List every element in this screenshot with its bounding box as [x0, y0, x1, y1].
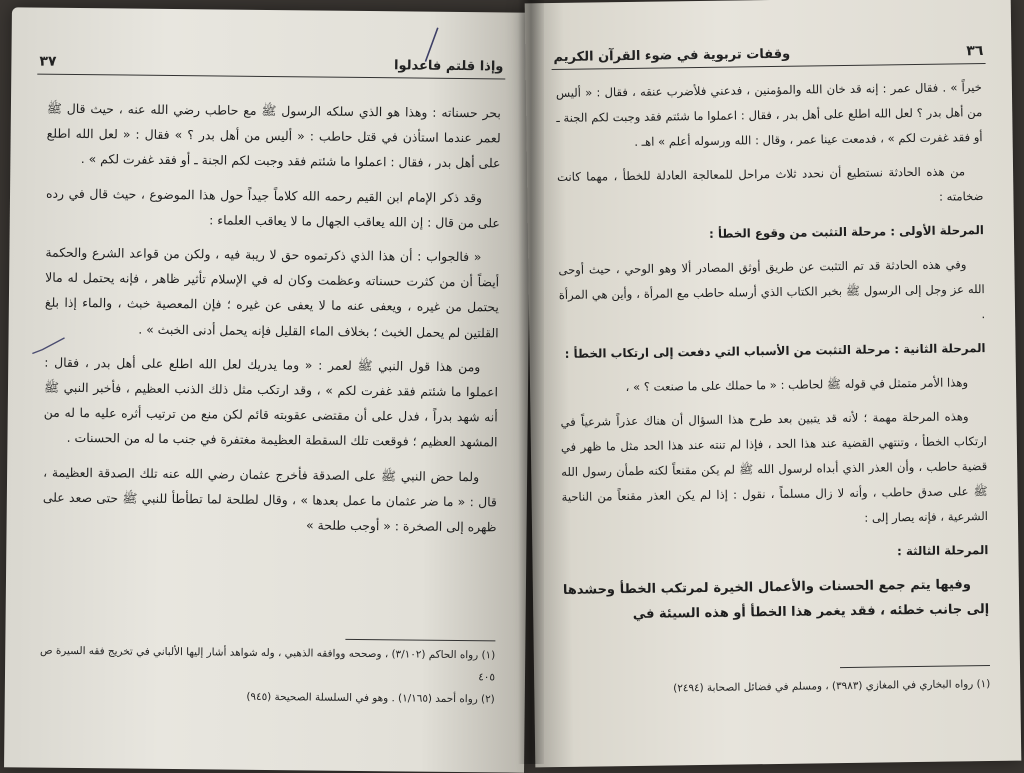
stage-3-text: وفيها يتم جمع الحسنات والأعمال الخيرة لمرتكب الخطأ وحشدها إلى جانب خطئه ، فقد يغمر هذا الخطأ أو هذه السيئة في [562, 577, 990, 622]
left-footnote-rule [345, 639, 495, 642]
pen-check-mark [28, 333, 68, 363]
left-paragraph-1: بحر حسناته : وهذا هو الذي سلكه الرسول ﷺ مع حاطب رضي الله عنه ، حيث قال ﷺ لعمر عندما استأذن في قتل حاطب : « أليس من أهل بدر ؟ » فقال : « لعل الله اطلع على أهل بدر ، فقال : اعملوا ما شئتم فقد وجبت لكم الجنة ـ أو فقد غفرت لكم » . [46, 100, 501, 171]
stage-2-heading: المرحلة الثانية : مرحلة التثبت من الأسباب التي دفعت إلى ارتكاب الخطأ : [564, 341, 986, 361]
left-paragraph-5: ولما حض النبي ﷺ على الصدقة فأخرج عثمان رضي الله عنه تلك الصدقة العظيمة ، قال : « ما ضر عثمان ما عمل بعدها » ، وقال لطلحة لما تطأطأ للنبي ﷺ حتى صعد على ظهره إلى الصخرة : « أوجب طلحة » [42, 464, 497, 535]
left-footnote-1: (١) رواه الحاكم (٣/١٠٢) ، وصححه ووافقه الذهبي ، وله شواهد أشار إليها الألباني في تخريج فقه السيرة ص ٤٠٥ [39, 644, 496, 684]
right-paragraph-1: خيراً » . فقال عمر : إنه قد خان الله والمؤمنين ، فدعني فلأضرب عنقه ، فقال : « أليس من أهل بدر ؟ لعل الله اطلع على أهل بدر ، فقال : اعملوا ما شئتم فقد وجبت لكم الجنة ـ أو فقد غفرت لكم » ، فدمعت عينا عمر ، وقال : الله ورسوله أعلم » اهـ . [555, 80, 983, 149]
left-footnotes [37, 640, 496, 711]
stage-1-heading: المرحلة الأولى : مرحلة التثبت من وقوع الخطأ : [708, 223, 984, 241]
right-footnote-1: (١) رواه البخاري في المغازي (٣٩٨٣) ، ومسلم في فضائل الصحابة (٢٤٩٤) [673, 677, 991, 695]
left-body-text [42, 96, 501, 549]
right-body-text [556, 75, 990, 637]
left-page-number: ٣٧ [39, 53, 57, 70]
left-paragraph-4: ومن هذا قول النبي ﷺ لعمر : « وما يدريك لعل الله اطلع على أهل بدر ، فقال : اعملوا ما شئتم فقد غفرت لكم » ، وقد ارتكب مثل ذلك الذنب العظيم ، فأخبر النبي ﷺ أنه شهد بدراً ، فدل على أن مقتضى عقوبته قائم لكن منع من ترتيب أثره عليه ما له من المشهد العظيم ؛ فوقعت تلك السقطة العظيمة مغتفرة في جنب ما له من الحسنات . [43, 354, 499, 450]
right-paragraph-2: من هذه الحادثة نستطيع أن نحدد ثلاث مراحل للمعالجة العادلة للخطأ ، مهما كانت ضخامته : [557, 164, 984, 204]
left-running-head: وإذا قلتم فاعدلوا [394, 58, 504, 75]
left-paragraph-2: وقد ذكر الإمام ابن القيم رحمه الله كلاماً جيداً حول هذا الموضوع ، حيث قال في رده على من قال : إن الله يعاقب الجهال ما لا يعاقب العلماء : [45, 185, 500, 231]
stage-2-text-b: وهذه المرحلة مهمة ؛ لأنه قد يتبين بعد طرح هذا السؤال أن هناك عذراً شرعياً في ارتكاب الخطأ ، وتنتهي القضية عند هذا الحد ، فإذا لم تنته عند هذا الحد مثل ما ظهر في قضية حاطب ، وأن العذر الذي أبداه لرسول الله ﷺ لم يكن مقنعاً لكنه طمأن رسول الله ﷺ على صدق حاطب ، وأنه لا زال مسلماً ، نقول : إذا لم يكن العذر مقنعاً من الناحية الشرعية ، فإنه يصار إلى : [560, 409, 988, 525]
right-page-header [553, 43, 983, 65]
left-header-rule [37, 74, 505, 80]
left-paragraph-3: « فالجواب : أن هذا الذي ذكرتموه حق لا ريبة فيه ، ولكن من قواعد الشرع والحكمة أيضاً أن من كثرت حسناته وعظمت وكان له في الإسلام تأثير ظاهر ، فإنه يحتمل له مالا يحتمل من غيره ، ويعفى عنه ما لا يعفى عن غيره ؛ فإن المعصية خبث ، والماء إذا بلغ القلتين لم يحمل الخبث ؛ بخلاف الماء القليل فإنه يحمل أدنى الخبث » . [44, 244, 500, 341]
right-footnote-rule [840, 665, 990, 668]
stage-1-text: وفي هذه الحادثة قد تم التثبت عن طريق أوثق المصادر ألا وهو الوحي ، حيث أوحى الله عز وجل إلى الرسول ﷺ بخبر الكتاب الذي أرسله حاطب مع المرأة ، وأين هي المرأة . [558, 257, 986, 322]
left-page [4, 7, 532, 772]
right-footnotes [566, 673, 990, 701]
left-footnote-2: (٢) رواه أحمد (١/١٦٥) . وهو في السلسلة الصحيحة (٩٤٥) [246, 690, 495, 706]
stage-2-text-a: وهذا الأمر متمثل في قوله ﷺ لحاطب : « ما حملك على ما صنعت ؟ » ، [625, 375, 969, 395]
right-page-number: ٣٦ [966, 43, 984, 60]
stage-3-heading: المرحلة الثالثة : [897, 543, 989, 559]
right-page [525, 0, 1022, 767]
pen-stroke-mark [409, 25, 449, 65]
book-gutter [518, 0, 544, 764]
right-running-head: وقفات تربوية في ضوء القرآن الكريم [553, 46, 791, 66]
